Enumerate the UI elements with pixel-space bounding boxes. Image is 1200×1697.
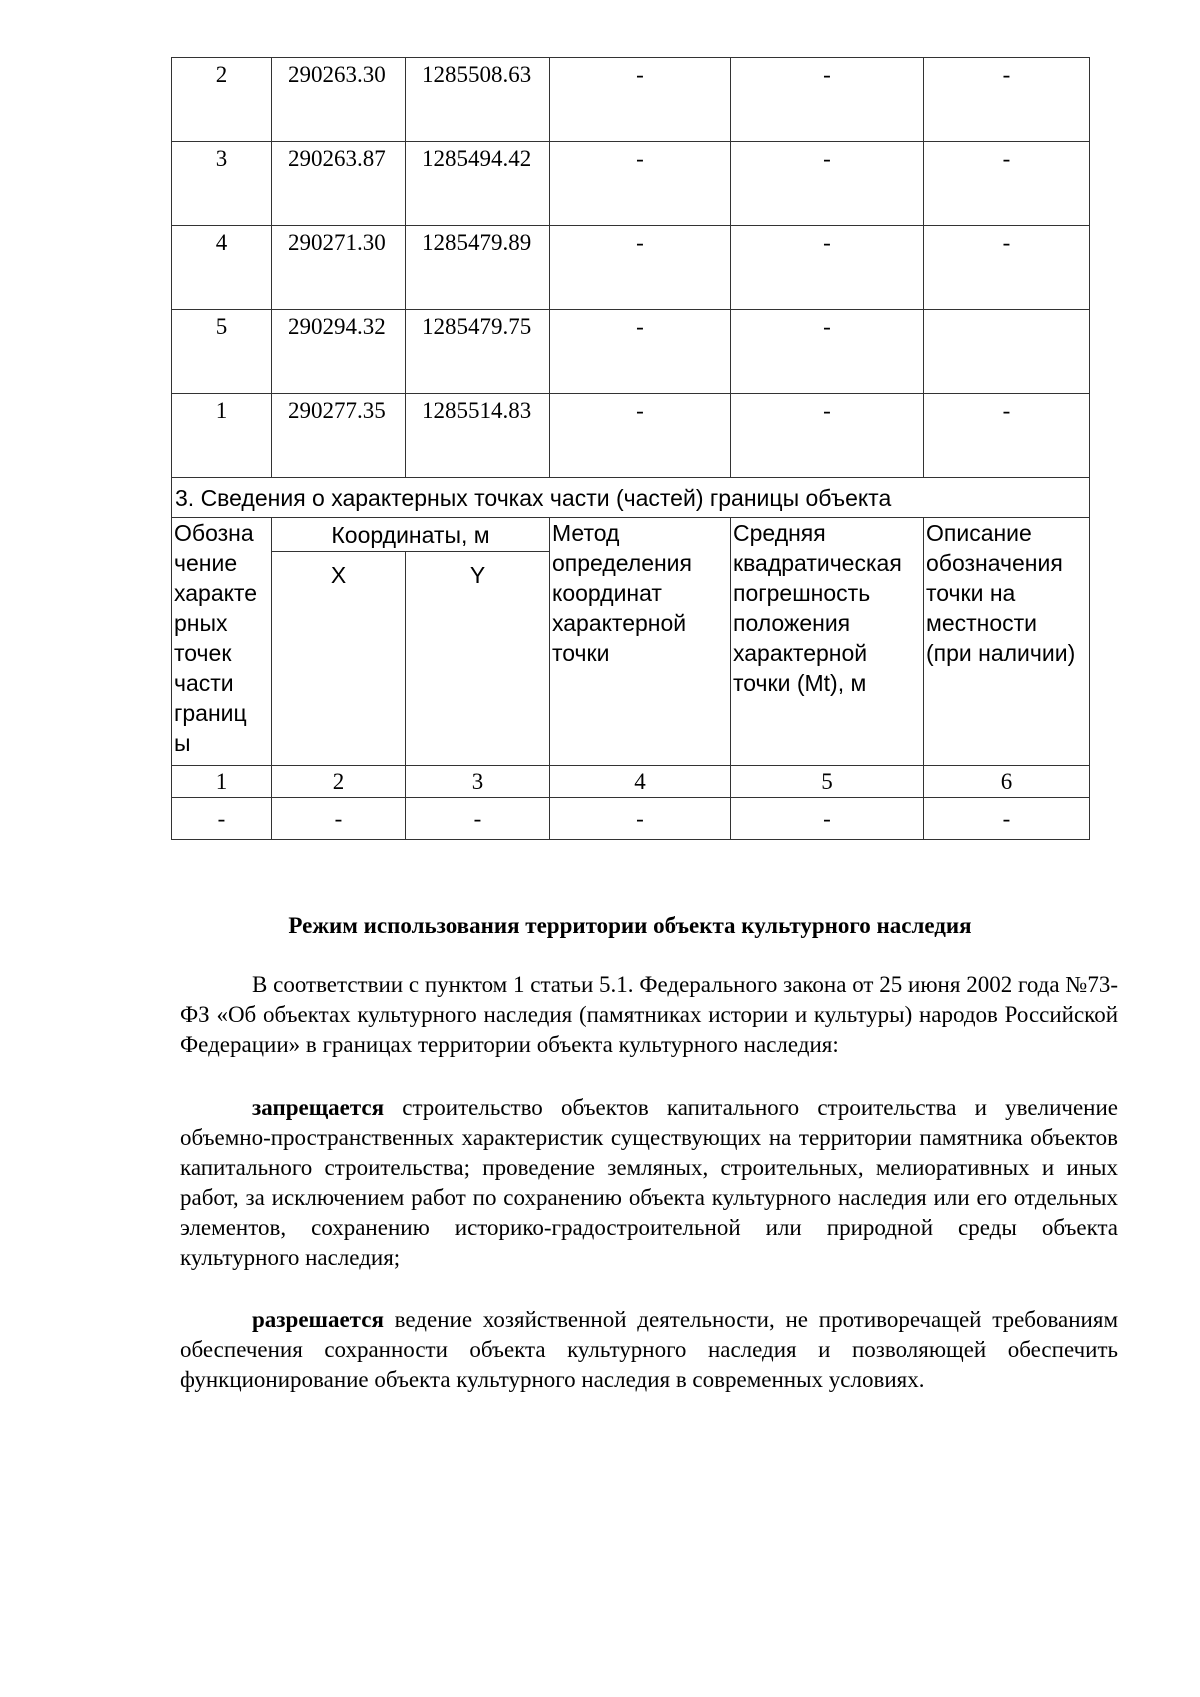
paragraph-text: ведение хозяйственной деятельности, не противоречащей требованиям обеспечения сохранности объекта культурного наследия и позволяющей обеспечить функционирование объекта культурного наследия в современных условиях. (180, 1307, 1118, 1392)
method-cell: - (550, 142, 731, 226)
error-cell: - (731, 394, 924, 478)
desc-cell: - (924, 226, 1090, 310)
error-cell: - (731, 310, 924, 394)
method-cell: - (550, 58, 731, 142)
coord-y: 1285508.63 (406, 58, 550, 142)
table-row (172, 394, 1090, 478)
point-number: 2 (172, 58, 272, 142)
table-row (172, 142, 1090, 226)
point-number: 5 (172, 310, 272, 394)
coord-y: 1285479.75 (406, 310, 550, 394)
section-title: 3. Сведения о характерных точках части (частей) границы объекта (172, 478, 1090, 518)
column-index: 6 (924, 766, 1090, 798)
header-x: X (272, 552, 406, 766)
coord-y: 1285494.42 (406, 142, 550, 226)
desc-cell: - (924, 58, 1090, 142)
column-index: 1 (172, 766, 272, 798)
coord-x: 290263.30 (272, 58, 406, 142)
coord-x: 290294.32 (272, 310, 406, 394)
coord-x: 290263.87 (272, 142, 406, 226)
index-row (172, 766, 1090, 798)
header-row (172, 518, 1090, 552)
paragraph-allowed (180, 1305, 1118, 1395)
header-desc: Описание обозначения точки на местности (при наличии) (924, 518, 1090, 766)
error-cell: - (731, 226, 924, 310)
header-method: Метод определения координат характерной точки (550, 518, 731, 766)
coordinates-table (171, 57, 1090, 840)
empty-cell: - (731, 798, 924, 840)
empty-cell: - (272, 798, 406, 840)
table-row (172, 310, 1090, 394)
empty-cell: - (406, 798, 550, 840)
header-coords: Координаты, м (272, 518, 550, 552)
table-row (172, 58, 1090, 142)
coord-x: 290271.30 (272, 226, 406, 310)
paragraph-intro (180, 970, 1118, 1060)
desc-cell: - (924, 394, 1090, 478)
desc-cell (924, 310, 1090, 394)
coord-y: 1285514.83 (406, 394, 550, 478)
bold-term: запрещается (252, 1095, 385, 1120)
column-index: 3 (406, 766, 550, 798)
empty-cell: - (924, 798, 1090, 840)
table-row (172, 226, 1090, 310)
section-row (172, 478, 1090, 518)
paragraph-prohibited (180, 1093, 1118, 1273)
bold-term: разрешается (252, 1307, 384, 1332)
error-cell: - (731, 142, 924, 226)
table-row (172, 798, 1090, 840)
point-number: 4 (172, 226, 272, 310)
point-number: 1 (172, 394, 272, 478)
error-cell: - (731, 58, 924, 142)
empty-cell: - (172, 798, 272, 840)
empty-cell: - (550, 798, 731, 840)
paragraph-text: В соответствии с пунктом 1 статьи 5.1. Федерального закона от 25 июня 2002 года №73-ФЗ «Об объектах культурного наследия (памятниках истории и культуры) народов Российской Федерации» в границах территории объекта культурного наследия: (180, 972, 1118, 1057)
desc-cell: - (924, 142, 1090, 226)
header-error: Средняя квадратическая погрешность положения характерной точки (Mt), м (731, 518, 924, 766)
column-index: 2 (272, 766, 406, 798)
column-index: 5 (731, 766, 924, 798)
header-y: Y (406, 552, 550, 766)
method-cell: - (550, 394, 731, 478)
coord-y: 1285479.89 (406, 226, 550, 310)
point-number: 3 (172, 142, 272, 226)
paragraph-text: строительство объектов капитального строительства и увеличение объемно-пространственных характеристик существующих на территории памятника объектов капитального строительства; проведение земляных, строительных, мелиоративных и иных работ, за исключением работ по сохранению объекта культурного наследия или его отдельных элементов, сохранению историко-градостроительной или природной среды объекта культурного наследия; (180, 1095, 1118, 1270)
method-cell: - (550, 226, 731, 310)
coord-x: 290277.35 (272, 394, 406, 478)
column-index: 4 (550, 766, 731, 798)
section-heading: Режим использования территории объекта культурного наследия (288, 913, 972, 938)
method-cell: - (550, 310, 731, 394)
header-designation: Обозна чение характе рных точек части границ ы (172, 518, 272, 766)
